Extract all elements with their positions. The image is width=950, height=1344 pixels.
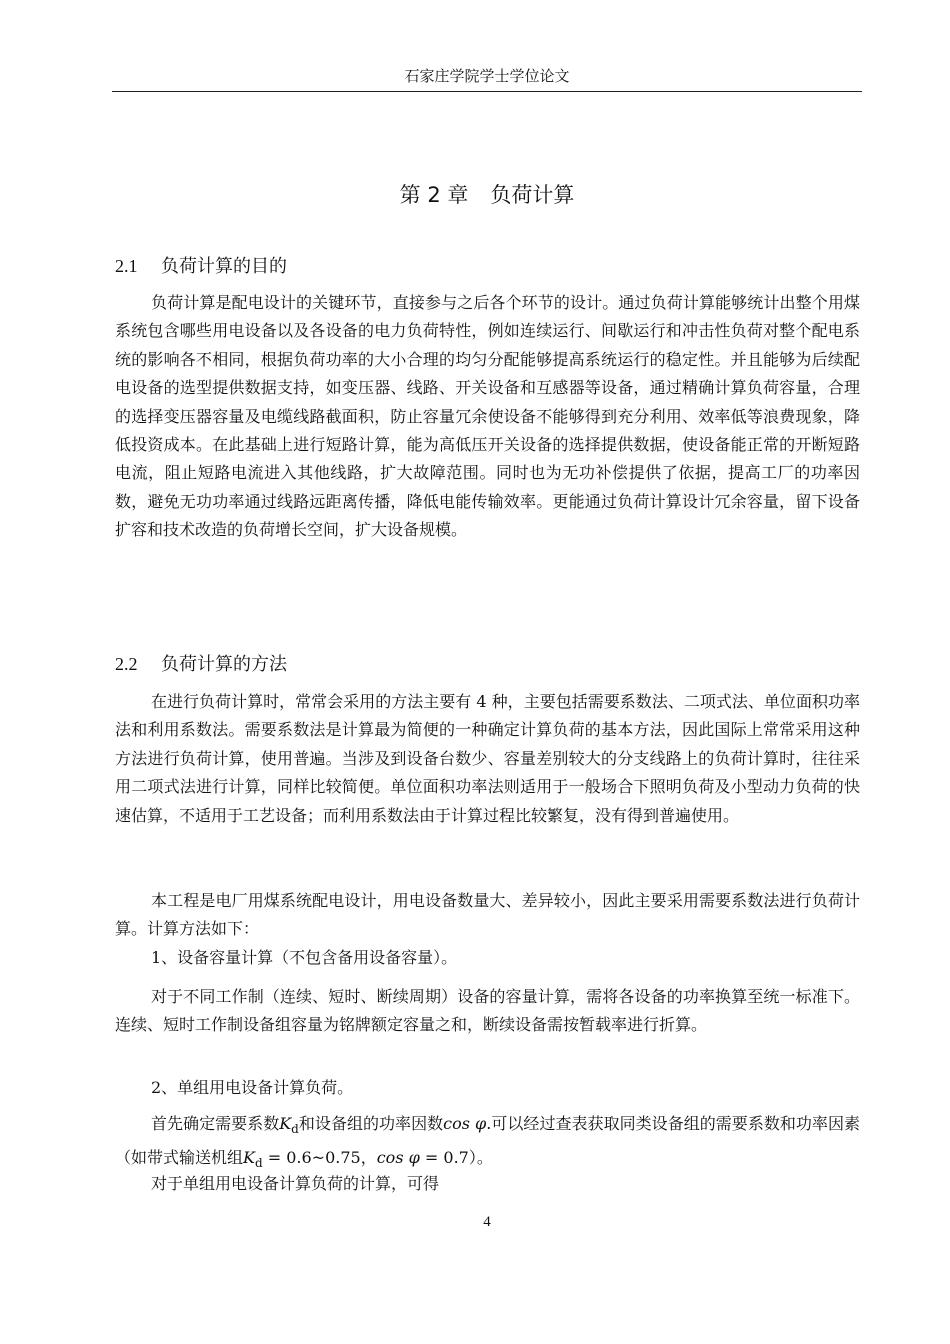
paragraph-project: 本工程是电厂用煤系统配电设计，用电设备数量大、差异较小，因此主要采用需要系数法进行负荷计算。计算方法如下： — [115, 891, 860, 939]
paragraph-purpose: 负荷计算是配电设计的关键环节，直接参与之后各个环节的设计。通过负荷计算能够统计出整个用煤系统包含哪些用电设备以及各设备的电力负荷特性，例如连续运行、间歇运行和冲击性负荷对整个配电系统的影响各不相同，根据负荷功率的大小合理的均匀分配能够提高系统运行的稳定性。并且能够为后续配电设备的选型提供数据支持，如变压器、线路、开关设备和互感器等设备，通过精确计算负荷容量，合理的选择变压器容量及电缆线路截面积，防止容量冗余使设备不能够得到充分利用、效率低等浪费现象，降低投资成本。在此基础上进行短路计算，能为高低压开关设备的选择提供数据，使设备能正常的开断短路电流，阻止短路电流进入其他线路，扩大故障范围。同时也为无功补偿提供了依据，提高工厂的功率因数，避免无功功率通过线路远距离传播，降低电能传输效率。更能通过负荷计算设计冗余容量，留下设备扩容和技术改造的负荷增长空间，扩大设备规模。 — [115, 293, 860, 540]
kd-subscript: d — [254, 1155, 263, 1170]
paragraph-demand-factor — [115, 1110, 860, 1177]
section-title: 负荷计算的目的 — [161, 256, 287, 277]
paragraph-capacity: 对于不同工作制（连续、短时、断续周期）设备的容量计算，需将各设备的功率换算至统一标准下。连续、短时工作制设备组容量为铭牌额定容量之和，断续设备需按暂载率进行折算。 — [115, 987, 860, 1035]
paragraph-methods: 在进行负荷计算时，常常会采用的方法主要有 4 种，主要包括需要系数法、二项式法、单位面积功率法和利用系数法。需要系数法是计算最为简便的一种确定计算负荷的基本方法，因此国际上常常采用这种方法进行负荷计算，使用普遍。当涉及到设备台数少、容量差别较大的分支线路上的负荷计算时，往往采用二项式法进行计算，同样比较简便。单位面积功率法则适用于一般场合下照明负荷及小型动力负荷的快速估算，不适用于工艺设备；而利用系数法由于计算过程比较繁复，没有得到普遍使用。 — [115, 692, 860, 825]
section-title: 负荷计算的方法 — [161, 654, 287, 675]
text-run: 和设备组的功率因数 — [298, 1114, 444, 1133]
kd-symbol — [279, 1114, 299, 1137]
cos-phi-symbol: cos φ — [443, 1114, 487, 1133]
paragraph-single-group: 对于单组用电设备计算负荷的计算，可得 — [151, 1174, 440, 1193]
chapter-name: 负荷计算 — [490, 183, 575, 207]
running-header: 石家庄学院学士学位论文 — [404, 67, 570, 85]
text-run: = 0.6~0.75， — [262, 1147, 377, 1167]
text-run: 首先确定需要系数 — [151, 1114, 280, 1133]
section-number: 2.2 — [115, 654, 138, 674]
paragraph-step-1: 1、设备容量计算（不包含备用设备容量）。 — [151, 948, 458, 967]
text-run: = 0.7）。 — [419, 1147, 493, 1167]
kd-letter: K — [279, 1114, 292, 1133]
kd-symbol — [243, 1147, 263, 1170]
page-number: 4 — [483, 1214, 491, 1230]
paragraph-step-2: 2、单组用电设备计算负荷。 — [151, 1078, 354, 1097]
kd-subscript: d — [291, 1122, 299, 1137]
chapter-number: 第 2 章 — [399, 183, 469, 207]
cos-phi-symbol: cos φ — [376, 1147, 420, 1167]
section-heading-2-1 — [115, 253, 287, 280]
header-rule — [112, 91, 862, 92]
text-run: .可以经过查表获取同类设备组的需要系数和功率因素（如带式输送机组 — [115, 1114, 860, 1167]
section-heading-2-2 — [115, 651, 287, 678]
kd-letter: K — [243, 1147, 255, 1167]
chapter-title — [112, 180, 862, 210]
section-number: 2.1 — [115, 256, 138, 276]
